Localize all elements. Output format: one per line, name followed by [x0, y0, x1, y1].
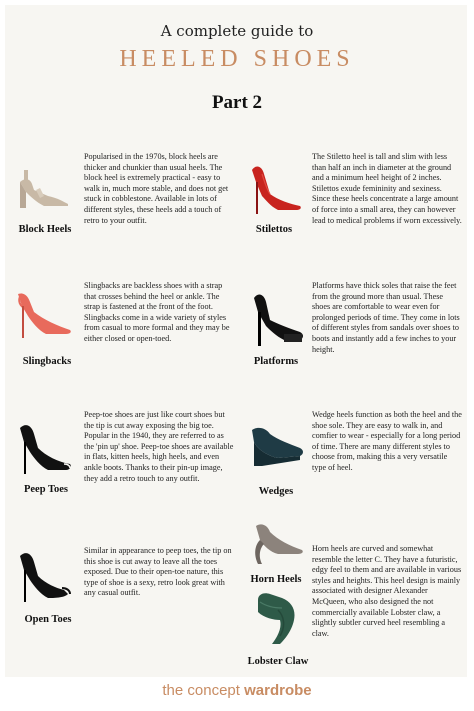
shoe-description: Peep-toe shoes are just like court shoes but the tip is cut away exposing the big toe. Popular in the 1940, they are referred to as the 'pin up' shoe. Peep-toe shoes are available in flats, kitten heels, high heels, and even ankle boots. Thanks to their pin-up image, they add a retro touch to any outfit.	[84, 410, 234, 483]
open-toe-shoe-icon	[14, 548, 76, 606]
shoe-description: Wedge heels function as both the heel and the shoe sole. They are easy to walk in, and comfier to wear - especially for a long period of time. There are many different styles to choose from, making this a very versatile type of heel.	[312, 410, 462, 472]
peep-toe-shoe-icon	[14, 420, 76, 478]
brand-part1: the concept	[162, 682, 245, 699]
brand-footer	[0, 682, 474, 699]
shoe-name: Open Toes	[24, 614, 72, 625]
shoe-name: Horn Heels	[250, 574, 302, 585]
header-title: HEELED SHOES	[119, 46, 355, 72]
shoe-description: Similar in appearance to peep toes, the tip on this shoe is cut away to leave all the toes exposed. Due to their open-toe nature, this type of shoe is a sexy, retro look great with any casual outfit.	[84, 546, 232, 598]
wedge-shoe-icon	[248, 424, 306, 474]
brand-part2: wardrobe	[244, 682, 312, 699]
shoe-name: Peep Toes	[23, 484, 69, 495]
shoe-description: Popularised in the 1970s, block heels are thicker and chunkier than usual heels. The block heel is extremely practical - easy to walk in, much more stable, and does not get stuck in cobblestone. Available in lots of different styles, these heels add a touch of retro to your outfit.	[84, 152, 229, 225]
header-subtitle: A complete guide to	[160, 22, 314, 40]
header-part: Part 2	[211, 92, 263, 113]
shoe-name: Block Heels	[18, 224, 72, 235]
shoe-name: Stilettos	[255, 224, 293, 235]
shoe-description: Platforms have thick soles that raise the feet from the ground more than usual. These shoes are comfortable to wear even for prolonged periods of time. They come in lots of different styles from sandals over shoes to boots and instantly add a few inches to your height.	[312, 281, 460, 354]
shoe-name: Lobster Claw	[247, 656, 309, 667]
slingback-shoe-icon	[14, 286, 76, 342]
horn-heel-shoe-icon	[248, 520, 306, 570]
shoe-name: Platforms	[253, 356, 299, 367]
shoe-description: The Stiletto heel is tall and slim with less than half an inch in diameter at the ground and a minimum heel height of 2 inches. Stilettos exude femininity and sexiness. Since these heels concentrate a large amount of force into a small area, they can however lead to medical problems if worn excessively.	[312, 152, 462, 225]
stiletto-shoe-icon	[248, 160, 304, 216]
block-heel-shoe-icon	[14, 160, 74, 212]
shoe-name: Slingbacks	[22, 356, 72, 367]
shoe-description: Slingbacks are backless shoes with a strap that crosses behind the heel or ankle. The strap is fastened at the front of the foot. Slingbacks come in a wide variety of styles from casual to more formal and they may be either closed or open-toed.	[84, 281, 230, 343]
platform-shoe-icon	[250, 290, 306, 348]
shoe-description: Horn heels are curved and somewhat resemble the letter C. They have a futuristic, edgy feel to them and are available in various styles and heights. This heel design is mainly associated with designer Alexander McQueen, who also designed the not commercially available Lobster claw, a slightly subtler curved heel resembling a claw.	[312, 544, 462, 638]
lobster-claw-shoe-icon	[252, 590, 300, 654]
shoe-name: Wedges	[258, 486, 294, 497]
